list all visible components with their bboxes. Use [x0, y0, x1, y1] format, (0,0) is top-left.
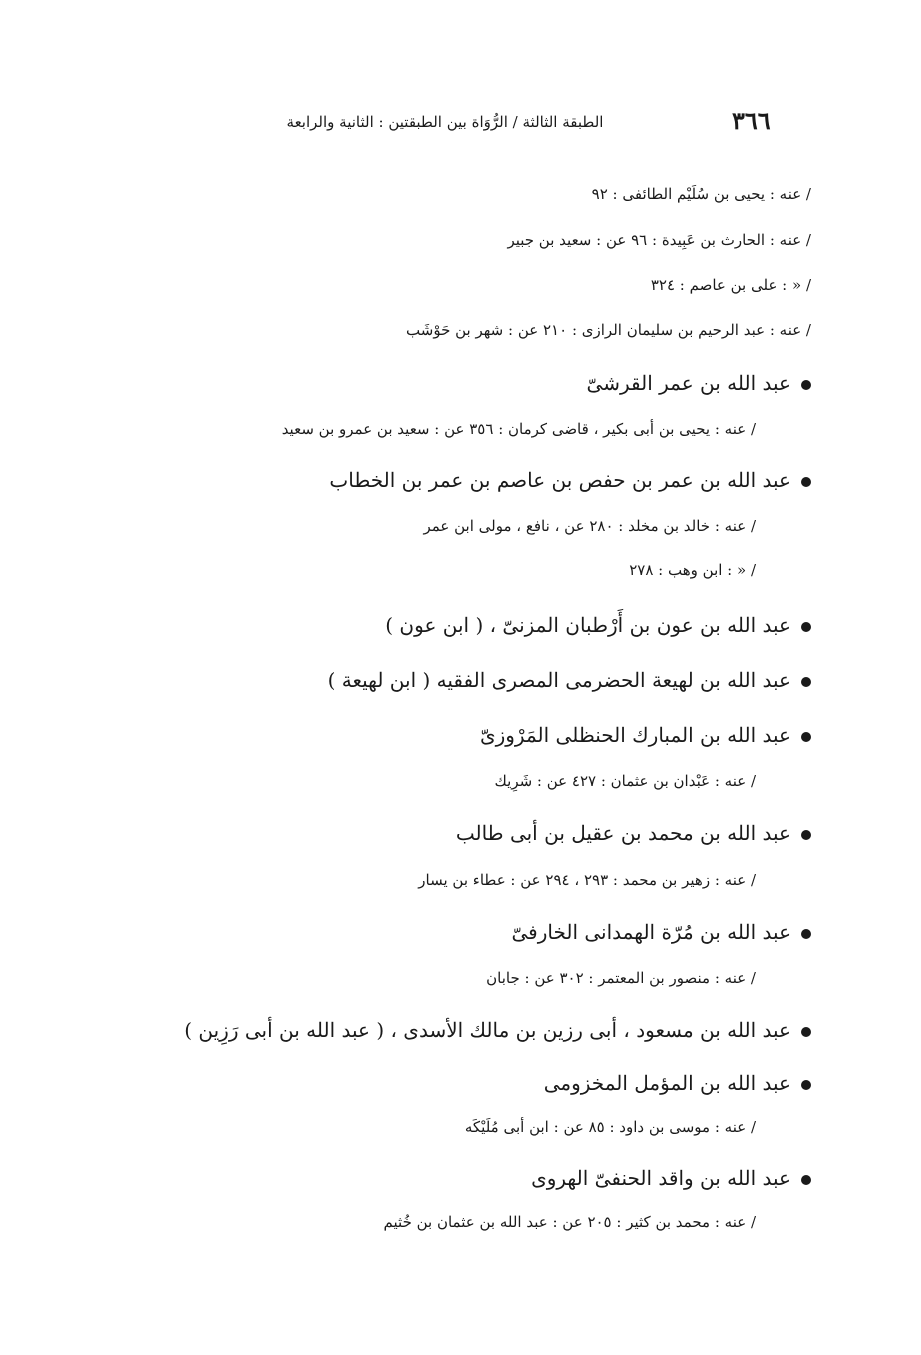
teacher-text: عن : شَرِيك	[494, 772, 568, 790]
transmission-line	[387, 182, 811, 206]
student-text: / « : ابن وهب : ٢٧٨	[629, 561, 756, 579]
bullet-icon	[801, 732, 811, 742]
narrator-entry	[329, 465, 811, 495]
narrator-entry	[456, 818, 811, 848]
bullet-icon	[801, 477, 811, 487]
running-title: الطبقة الثالثة / الرُّوَاة بين الطبقتين : الثانية والرابعة	[286, 113, 604, 131]
bullet-icon	[801, 1080, 811, 1090]
bullet-icon	[801, 830, 811, 840]
student-text: / عنه : عَبْدان بن عثمان : ٤٢٧	[571, 772, 756, 790]
narrator-name: عبد الله بن مُرّة الهمدانى الخارفىّ	[511, 920, 791, 944]
narrator-name: عبد الله بن عمر القرشىّ	[586, 371, 791, 395]
narrator-entry	[328, 665, 811, 695]
transmission-line	[244, 417, 756, 441]
transmission-line	[338, 318, 811, 342]
student-text: / عنه : عبد الرحيم بن سليمان الرازى : ٢١٠	[543, 321, 811, 339]
student-text: / عنه : محمد بن كثير : ٢٠٥	[587, 1213, 756, 1231]
student-text: / عنه : الحارث بن عَبِيدة : ٩٦	[631, 231, 811, 249]
teacher-text: عن : عبد الله بن عثمان بن خُثيم	[383, 1213, 583, 1231]
transmission-line	[446, 273, 811, 297]
narrator-name: عبد الله بن مسعود ، أبى رزين بن مالك الأسدى ، ( عبد الله بن أبى رَزِين )	[184, 1018, 791, 1042]
narrator-entry	[480, 720, 811, 750]
student-text: / عنه : يحيى بن سُلَيْم الطائفى : ٩٢	[591, 185, 811, 203]
transmission-line	[434, 558, 756, 582]
student-text: / عنه : زهير بن محمد : ٢٩٣ ، ٢٩٤	[545, 871, 756, 889]
narrator-entry	[544, 1068, 811, 1098]
narrator-name: عبد الله بن لهيعة الحضرمى المصرى الفقيه ( ابن لهيعة )	[327, 668, 791, 692]
narrator-entry	[531, 1163, 811, 1193]
bullet-icon	[801, 677, 811, 687]
teacher-text: عن ، نافع ، مولى ابن عمر	[423, 517, 585, 535]
teacher-text: عن : شهر بن حَوْشَب	[406, 321, 539, 339]
transmission-line	[365, 966, 756, 990]
narrator-entry	[385, 610, 811, 640]
teacher-text: عن : ابن أبى مُلَيْكَه	[464, 1118, 584, 1136]
teacher-text: عن : جابان	[486, 969, 555, 987]
bullet-icon	[801, 1027, 811, 1037]
narrator-entry	[511, 917, 811, 947]
bullet-icon	[801, 622, 811, 632]
bullet-icon	[801, 1175, 811, 1185]
bullet-icon	[801, 929, 811, 939]
narrator-entry	[587, 368, 811, 398]
student-text: / عنه : خالد بن مخلد : ٢٨٠	[589, 517, 756, 535]
page-number: ٣٦٦	[732, 106, 771, 135]
teacher-text: عن : سعيد بن جبير	[507, 231, 627, 249]
student-text: / عنه : يحيى بن أبى بكير ، قاضى كرمان : ٣٥٦	[469, 420, 756, 438]
transmission-line	[395, 514, 756, 538]
transmission-line	[358, 1210, 756, 1234]
narrator-name: عبد الله بن عمر بن حفص بن عاصم بن عمر بن الخطاب	[329, 468, 791, 492]
narrator-name: عبد الله بن واقد الحنفىّ الهروى	[531, 1166, 791, 1190]
narrator-entry	[184, 1015, 811, 1045]
transmission-line	[387, 769, 756, 793]
student-text: / عنه : موسى بن داود : ٨٥	[588, 1118, 756, 1136]
narrator-name: عبد الله بن المؤمل المخزومى	[543, 1071, 791, 1095]
transmission-line	[384, 1115, 756, 1139]
bullet-icon	[801, 380, 811, 390]
student-text: / عنه : منصور بن المعتمر : ٣٠٢	[559, 969, 756, 987]
narrator-name: عبد الله بن المبارك الحنظلى المَرْوزىّ	[479, 723, 791, 747]
transmission-line	[426, 228, 811, 252]
teacher-text: عن : عطاء بن يسار	[418, 871, 541, 889]
teacher-text: عن : سعيد بن عمرو بن سعيد	[281, 420, 465, 438]
transmission-line	[351, 868, 756, 892]
narrator-name: عبد الله بن محمد بن عقيل بن أبى طالب	[455, 821, 791, 845]
narrator-name: عبد الله بن عون بن أَرْطبان المزنىّ ، ( ابن عون )	[385, 613, 791, 637]
student-text: / « : على بن عاصم : ٣٢٤	[650, 276, 811, 294]
